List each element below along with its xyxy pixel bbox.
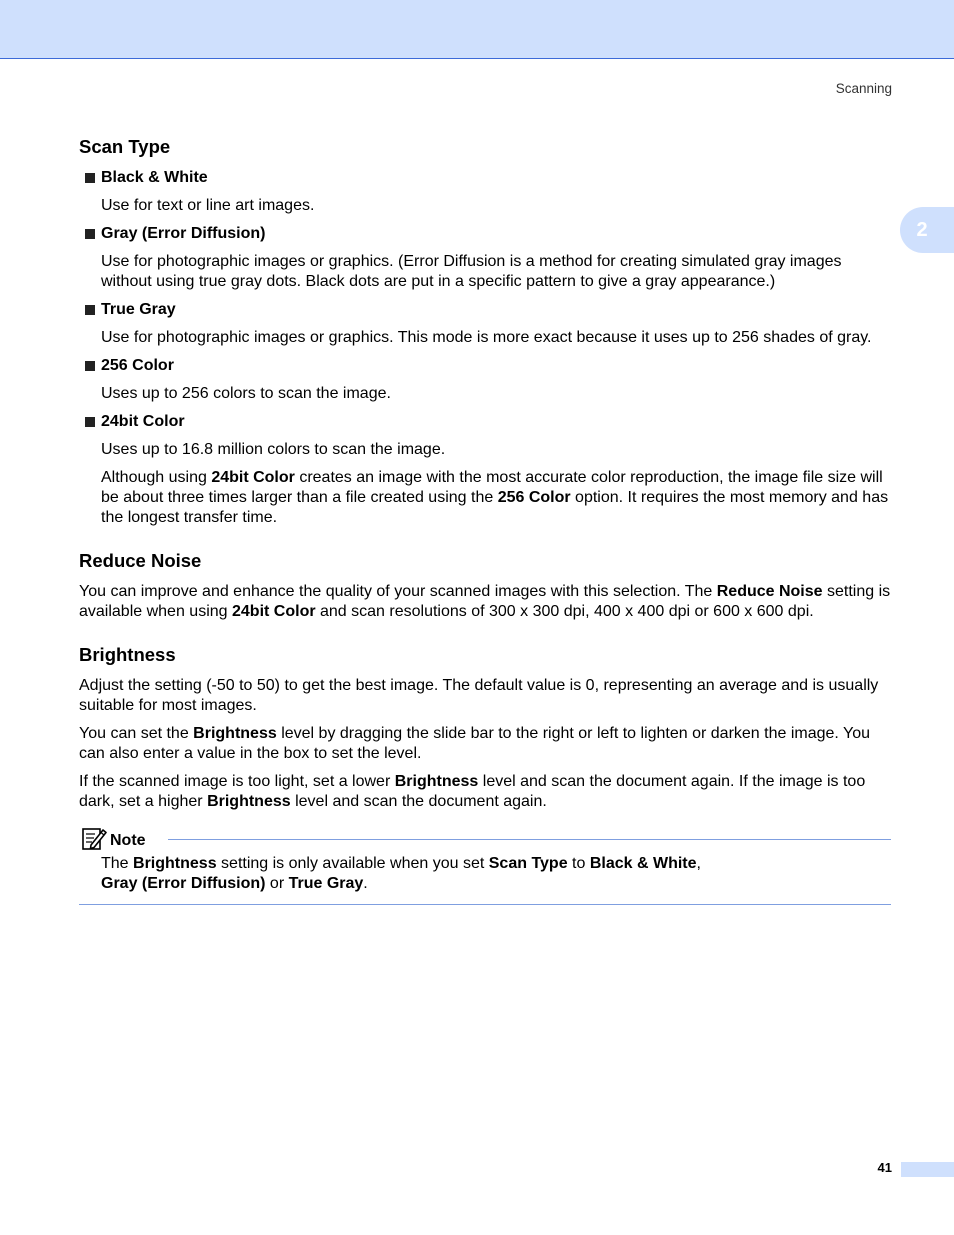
bullet-gray-error-diffusion <box>79 224 891 244</box>
note-pencil-icon <box>81 826 107 852</box>
bullet-square-icon <box>85 361 95 371</box>
scan-type-heading: Scan Type <box>79 136 171 157</box>
bullet-desc: Use for photographic images or graphics. (Error Diffusion is a method for creating simulated gray images without using true gray dots. Black dots are put in a specific pattern to give a gray appearance.) <box>101 253 842 290</box>
note-header <box>79 826 891 852</box>
brightness-paragraph-3: If the scanned image is too light, set a lower Brightness level and scan the document again. If the image is too dark, set a higher Brightness level and scan the document again. <box>79 773 866 810</box>
bullet-square-icon <box>85 173 95 183</box>
bullet-desc: Uses up to 256 colors to scan the image. <box>101 385 391 402</box>
bullet-desc: Uses up to 16.8 million colors to scan the image. <box>101 441 446 458</box>
note-top-rule <box>168 839 891 840</box>
note-text: The Brightness setting is only available when you set Scan Type to Black & White, Gray (Error Diffusion) or True Gray. <box>101 855 701 892</box>
reduce-noise-paragraph: You can improve and enhance the quality of your scanned images with this selection. The Reduce Noise setting is available when using 24bit Color and scan resolutions of 300 x 300 dpi, 400 x 400 dpi or 600 x 600 dpi. <box>79 583 891 620</box>
top-header-band <box>0 0 954 59</box>
bullet-title: 24bit Color <box>101 413 185 430</box>
bullet-title: Gray (Error Diffusion) <box>101 225 266 242</box>
note-bottom-rule <box>79 904 891 905</box>
footer-band <box>901 1162 954 1177</box>
bullet-square-icon <box>85 229 95 239</box>
brightness-paragraph-1: Adjust the setting (-50 to 50) to get the best image. The default value is 0, representing an average and is usually suitable for most images. <box>79 677 879 714</box>
page-number: 41 <box>877 1160 892 1175</box>
24bit-color-extra-paragraph: Although using 24bit Color creates an image with the most accurate color reproduction, the image file size will be about three times larger than a file created using the 256 Color option. It requires the most memory and has the longest transfer time. <box>101 469 889 526</box>
bullet-title: Black & White <box>101 169 208 186</box>
reduce-noise-heading: Reduce Noise <box>79 550 202 571</box>
bullet-true-gray <box>79 300 891 320</box>
bullet-24bit-color <box>79 412 891 432</box>
note-title: Note <box>110 832 146 849</box>
brightness-paragraph-2: You can set the Brightness level by dragging the slide bar to the right or left to lighten or darken the image. You can also enter a value in the box to set the level. <box>79 725 871 762</box>
bullet-256-color <box>79 356 891 376</box>
page-content <box>79 136 891 905</box>
section-label: Scanning <box>835 81 892 96</box>
note-box <box>79 826 891 905</box>
bullet-black-white <box>79 168 891 188</box>
chapter-tab: 2 <box>900 207 954 253</box>
bullet-desc: Use for text or line art images. <box>101 197 315 214</box>
bullet-title: 256 Color <box>101 357 174 374</box>
bullet-square-icon <box>85 305 95 315</box>
bullet-square-icon <box>85 417 95 427</box>
bullet-desc: Use for photographic images or graphics. This mode is more exact because it uses up to 256 shades of gray. <box>101 329 872 346</box>
bullet-title: True Gray <box>101 301 176 318</box>
brightness-heading: Brightness <box>79 644 176 665</box>
